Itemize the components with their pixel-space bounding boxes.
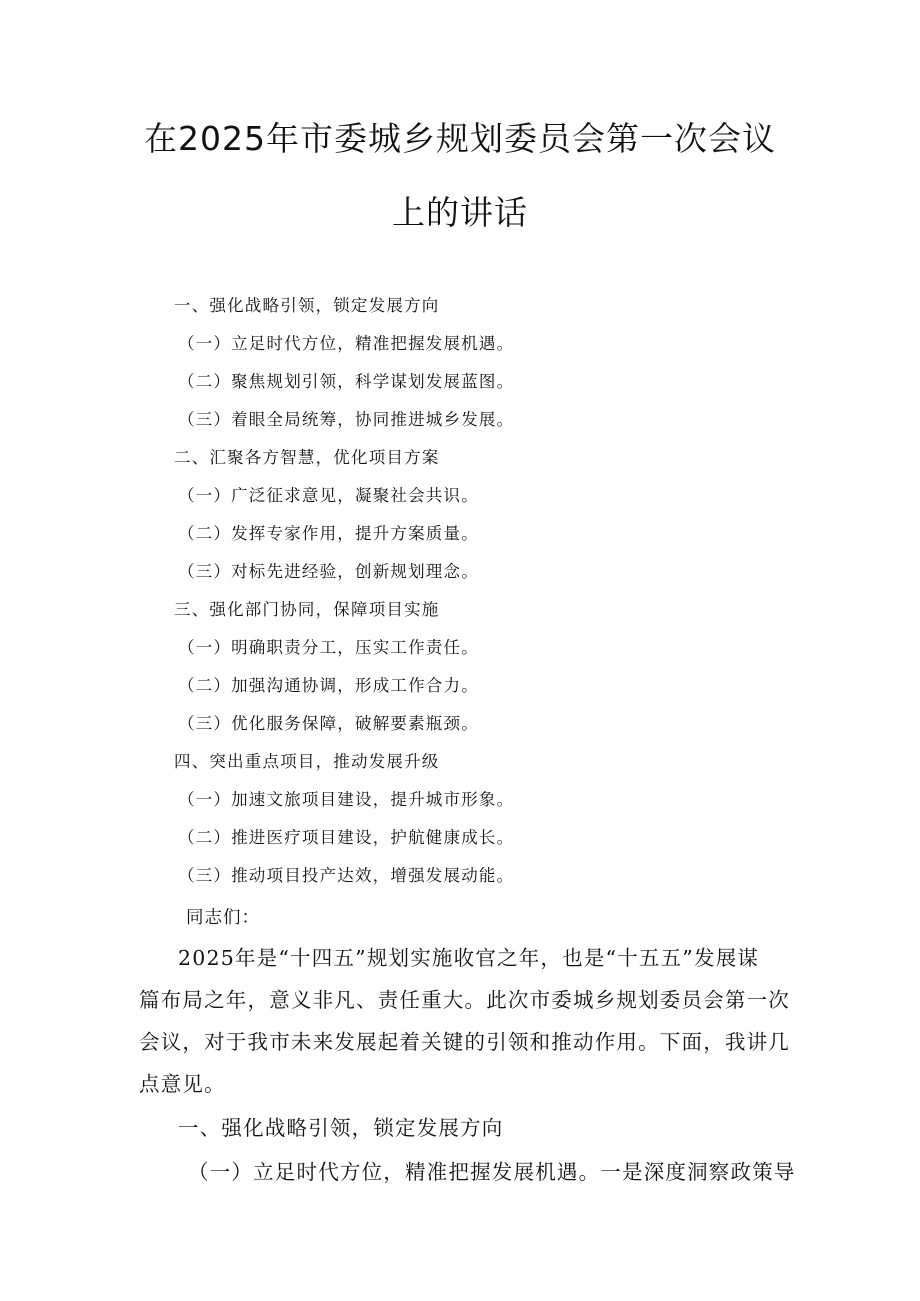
body-paragraph-line: 2025年是“十四五”规划实施收官之年，也是“十五五”发展谋 [178,946,760,970]
body-paragraph-line: 点意见。 [139,1072,226,1096]
document-title-line-2: 上的讲话 [392,193,528,232]
outline-heading-3: 三、强化部门协同，保障项目实施 [174,600,440,619]
outline-subitem: （二）发挥专家作用，提升方案质量。 [178,524,479,543]
outline-subitem: （一）明确职责分工，压实工作责任。 [178,638,479,657]
outline-heading-4: 四、突出重点项目，推动发展升级 [174,752,440,771]
outline-subitem: （二）推进医疗项目建设，护航健康成长。 [178,828,515,847]
outline-subitem: （一）立足时代方位，精准把握发展机遇。 [178,334,515,353]
outline-subitem: （三）着眼全局统筹，协同推进城乡发展。 [178,410,515,429]
body-paragraph-line: 篇布局之年，意义非凡、责任重大。此次市委城乡规划委员会第一次 [139,988,790,1012]
outline-subitem: （一）广泛征求意见，凝聚社会共识。 [178,486,479,505]
document-title-line-1: 在2025年市委城乡规划委员会第一次会议 [144,119,776,158]
subsection-paragraph-line: （一）立足时代方位，精准把握发展机遇。一是深度洞察政策导 [188,1160,796,1184]
section-heading: 一、强化战略引领，锁定发展方向 [178,1116,504,1140]
outline-heading-2: 二、汇聚各方智慧，优化项目方案 [174,448,440,467]
outline-subitem: （三）推动项目投产达效，增强发展动能。 [178,866,515,885]
outline-subitem: （二）加强沟通协调，形成工作合力。 [178,676,479,695]
outline-heading-1: 一、强化战略引领，锁定发展方向 [174,296,440,315]
body-paragraph-line: 会议，对于我市未来发展起着关键的引领和推动作用。下面，我讲几 [139,1030,790,1054]
outline-subitem: （三）优化服务保障，破解要素瓶颈。 [178,714,479,733]
outline-subitem: （一）加速文旅项目建设，提升城市形象。 [178,790,515,809]
salutation: 同志们： [186,908,260,928]
outline-subitem: （三）对标先进经验，创新规划理念。 [178,562,479,581]
outline-subitem: （二）聚焦规划引领，科学谋划发展蓝图。 [178,372,515,391]
